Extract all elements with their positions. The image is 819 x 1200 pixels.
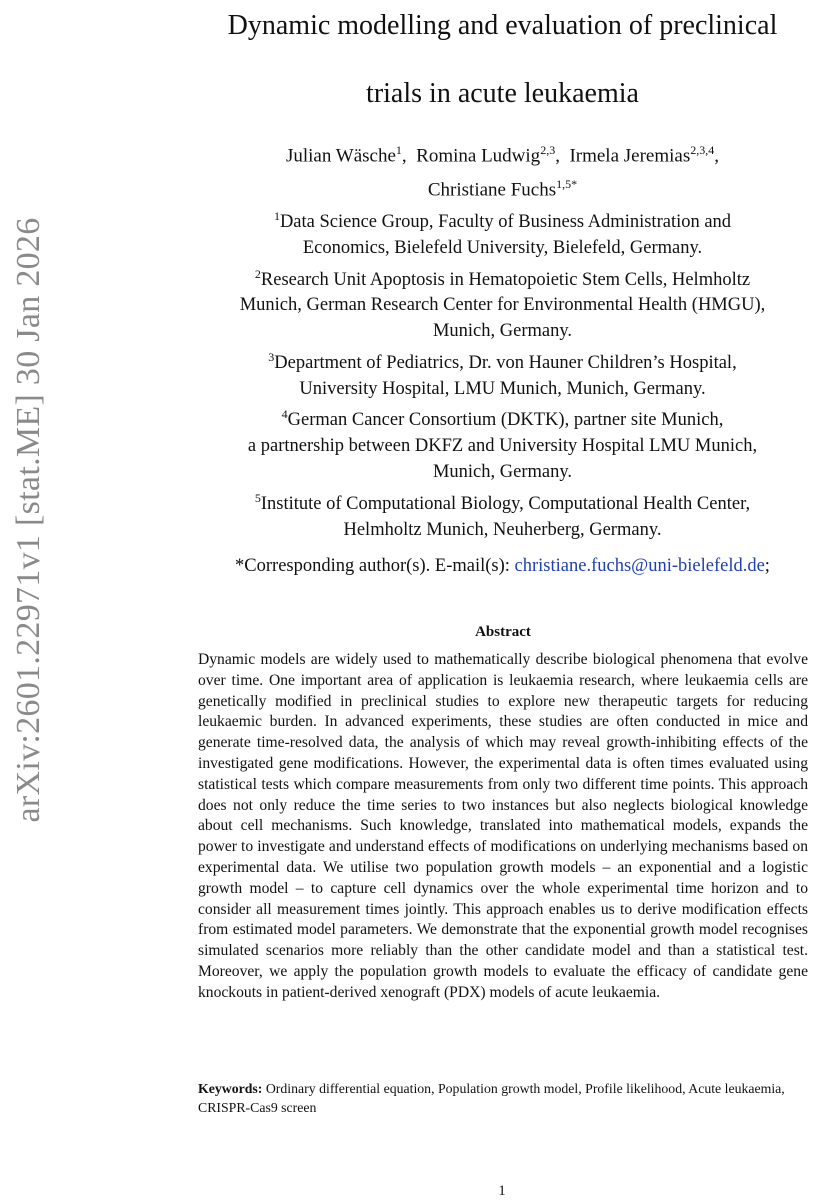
- affiliation-4: [150, 402, 819, 485]
- title-line-2: trials in acute leukaemia: [366, 78, 639, 109]
- page-number: 1: [498, 1183, 506, 1199]
- affiliation-2: [150, 262, 819, 345]
- affiliation-line: Economics, Bielefeld University, Bielefeld, Germany.: [302, 237, 703, 258]
- affiliation-5: [150, 486, 819, 544]
- affiliation-line: Munich, Germany.: [432, 461, 573, 482]
- affiliation-line: Munich, German Research Center for Environmental Health (HMGU),: [239, 295, 766, 316]
- affiliation-line: a partnership between DKFZ and University Hospital LMU Munich,: [247, 436, 758, 457]
- title-line-1: Dynamic modelling and evaluation of preclinical: [227, 10, 778, 41]
- author-name: Romina Ludwig: [416, 145, 541, 167]
- affiliation-line: Data Science Group, Faculty of Business Administration and: [279, 212, 732, 233]
- keywords-label: Keywords:: [198, 1081, 263, 1096]
- affiliation-number: 3: [268, 349, 275, 364]
- author-affiliation-mark: 1: [395, 143, 402, 157]
- affiliation-number: 2: [254, 266, 261, 281]
- corresponding-author: [150, 553, 819, 579]
- affiliation-line: Research Unit Apoptosis in Hematopoietic Stem Cells, Helmholtz: [260, 269, 751, 290]
- affiliation-line: Institute of Computational Biology, Computational Health Center,: [260, 493, 751, 514]
- affiliation-number: 1: [273, 209, 280, 223]
- paper-title: [150, 0, 819, 128]
- keywords: [198, 1079, 808, 1117]
- abstract-text: Dynamic models are widely used to mathematically describe biological phenomena that evolve over time. One important area of application is leukaemia research, where leukaemia cells are genetically modified in preclinical studies to explore new therapeutic targets for reducing leukaemic burden. In advanced experiments, these studies are often conducted in mice and generate time-resolved data, the analysis of which may reveal growth-inhibiting effects of the investigated gene modifications. However, the experimental data is often times evaluated using statistical tests which compare measurements from only two different time points. This approach does not only reduce the time series to two instances but also neglects biological knowledge about cell mechanisms. Such knowledge, translated into mathematical models, expands the power to investigate and understand effects of modifications on underlying mechanisms based on experimental data. We utilise two population growth models – an exponential and a logistic growth model – to capture cell dynamics over the whole experimental time horizon and to consider all measurement times jointly. This approach enables us to derive modification effects from estimated model parameters. We demonstrate that the exponential growth model recognises simulated scenarios more reliably than the other candidate model and than a statistical test. Moreover, we apply the population growth models to evaluate the efficacy of candidate gene knockouts in patient-derived xenograft (PDX) models of acute leukaemia.: [198, 651, 808, 1001]
- affiliation-number: 4: [281, 407, 288, 422]
- affiliation-line: Munich, Germany.: [432, 321, 573, 342]
- author-affiliation-mark: 2,3,4: [690, 143, 715, 157]
- author-affiliation-mark: 1,5*: [556, 177, 578, 192]
- corresponding-suffix: ;: [764, 556, 770, 576]
- corresponding-email-link[interactable]: christiane.fuchs@uni-bielefeld.de: [514, 556, 765, 576]
- arxiv-identifier[interactable]: arXiv:2601.22971v1 [stat.ME] 30 Jan 2026: [10, 217, 47, 823]
- arxiv-sidebar: [0, 0, 58, 1200]
- author-name: Irmela Jeremias: [569, 145, 691, 167]
- author-name: Christiane Fuchs: [427, 179, 557, 201]
- affiliation-line: Department of Pediatrics, Dr. von Hauner Children’s Hospital,: [274, 352, 737, 373]
- affiliation-number: 5: [254, 490, 261, 505]
- affiliation-line: University Hospital, LMU Munich, Munich, Germany.: [299, 378, 706, 399]
- affiliation-3: [150, 345, 819, 403]
- abstract-heading: Abstract: [475, 624, 531, 640]
- author-affiliation-mark: 2,3: [540, 143, 556, 157]
- corresponding-label: *Corresponding author(s). E-mail(s):: [235, 556, 515, 576]
- affiliation-list: [150, 204, 819, 543]
- author-name: Julian Wäsche: [285, 145, 396, 167]
- affiliation-line: German Cancer Consortium (DKTK), partner site Munich,: [287, 410, 724, 431]
- affiliation-1: [150, 204, 819, 262]
- affiliation-line: Helmholtz Munich, Neuherberg, Germany.: [343, 519, 662, 540]
- keywords-text: Ordinary differential equation, Population growth model, Profile likelihood, Acute leukaemia, CRISPR-Cas9 screen: [198, 1081, 785, 1115]
- author-list: Julian Wäsche$^1$, Romina Ludwig$^{2,3}$, Irmela Jeremias$^{2,3,4}$, Christiane Fuchs$^{1,5*}$: [285, 143, 719, 201]
